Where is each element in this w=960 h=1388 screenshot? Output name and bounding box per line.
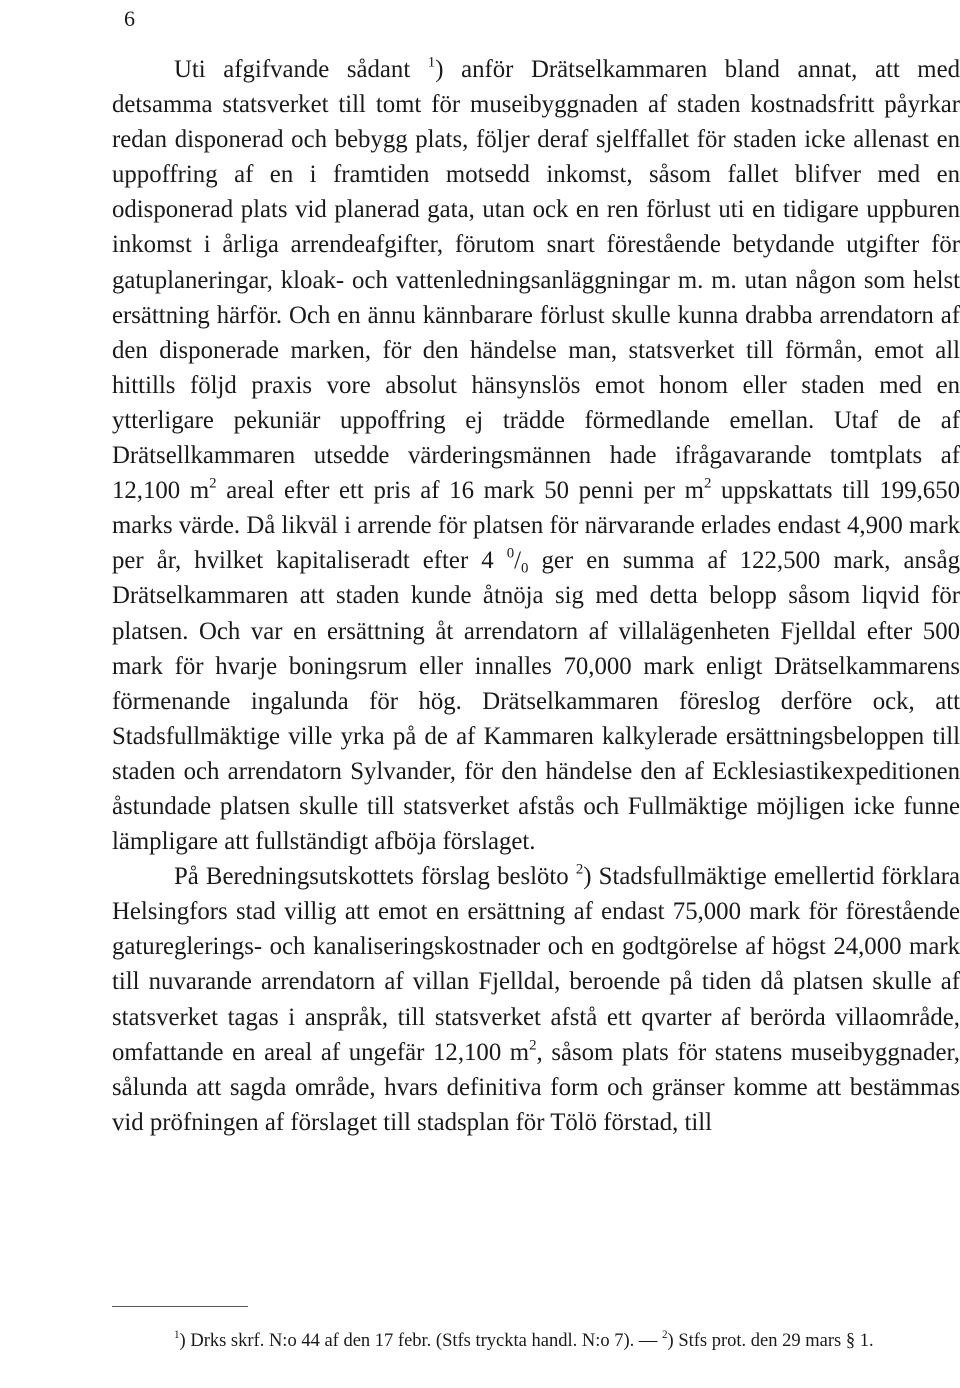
- percent-sign-top: 0: [506, 545, 515, 562]
- footnote-2-text: ) Stfs prot. den 29 mars § 1.: [667, 1331, 874, 1351]
- paragraph-1-text-f: ger en summa af 122,500 mark, ansåg Drätselkammaren att staden kunde åtnöja sig med detta belopp såsom liqvid för platsen. Och var en ersättning åt arrendatorn af villalägenheten Fjelldal efter 500 mark för hvarje boningsrum eller innalles 70,000 mark enligt Drätselkammarens förmenande ingalunda för hög. Drätselkammaren föreslog derföre ock, att Stadsfullmäktige ville yrka på de af Kammaren kalkylerade ersättningsbeloppen till staden och arrendatorn Sylvander, för den händelse den af Ecklesiastikexpeditionen åstundade platsen skulle till statsverket afstås och Fullmäktige möjligen icke funne lämpligare att fullständigt afböja förslaget.: [112, 547, 960, 856]
- page-number: 6: [124, 6, 135, 31]
- superscript-squared: 2: [209, 475, 217, 492]
- superscript-squared: 2: [703, 475, 712, 492]
- paragraph-2-text-b: ) Stadsfullmäktige emellertid förklara Helsingfors stad villig att emot en ersättning af endast 75,000 mark för förestående gatureglerings- och kanaliseringskostnader och en godtgörelse af högst 24,000 mark till nuvarande arrendatorn af villan Fjelldal, beroende på tiden då platsen skulle af statsverket tagas i anspråk, till statsverket afstå ett qvarter af berörda villaområde, omfattande en areal af ungefär 12,100 m: [112, 863, 960, 1066]
- superscript-squared: 2: [529, 1037, 537, 1054]
- footnotes: [112, 1328, 960, 1355]
- paragraph-2: [112, 859, 960, 1140]
- footnote-marker-2: 2: [662, 1329, 668, 1342]
- footnote-ref-1: 1: [427, 54, 436, 71]
- paragraph-1-text-c: areal efter ett pris af 16 mark 50 penni per m: [216, 477, 704, 505]
- footnote-text: [112, 1328, 960, 1355]
- paragraph-2-text-c: , såsom plats för statens museibyggnader, sålunda att sagda område, hvars definitiva form och gränser komme att bestämmas vid pröfningen af förslaget till stadsplan för Tölö förstad, till: [112, 1038, 960, 1136]
- percent-sign-bottom: 0: [521, 560, 529, 577]
- paragraph-1-text-b: ) anför Drätselkammaren bland annat, att med detsamma statsverket till tomt för museibyggnaden af staden kostnadsfritt påyrkar redan disponerad och bebygg plats, följer deraf sjelffallet för staden icke allenast en uppoffring af en i framtiden motsedd inkomst, såsom fallet blifver med en odisponerad plats vid planerad gata, utan ock en ren förlust uti en tidigare uppburen inkomst i årliga arrendeafgifter, förutom snart förestående betydande utgifter för gatuplaneringar, kloak- och vattenledningsanläggningar m. m. utan någon som helst ersättning härför. Och en ännu kännbarare förlust skulle kunna drabba arrendatorn af den disponerade marken, för den händelse man, statsverket till förmån, emot all hittills följd praxis vore absolut hänsynslös emot honom eller staden med en ytterligare pekuniär uppoffring ej trädde förmedlande emellan. Utaf de af Drätsellkammaren utsedde värderingsmännen hade ifrågavarande tomtplats af 12,100 m: [112, 56, 960, 505]
- footnote-marker-1: 1: [174, 1329, 180, 1342]
- footnote-1-text: ) Drks skrf. N:o 44 af den 17 febr. (Stfs tryckta handl. N:o 7). —: [179, 1331, 662, 1351]
- body-text: [112, 52, 960, 1140]
- percent-sign-slash: /: [514, 547, 522, 575]
- paragraph-1: [112, 52, 960, 859]
- paragraph-1-text-d: uppskattats till 199,650 marks värde. Då likväl i arrende för platsen för närvarande erlades endast 4,900 mark per år, hvilket kapitaliseradt efter 4: [112, 477, 960, 575]
- footnote-divider: [112, 1306, 248, 1307]
- paragraph-2-text-a: På Beredningsutskottets förslag beslöto: [174, 863, 569, 891]
- footnote-ref-2: 2: [575, 861, 584, 878]
- paragraph-1-text-a: Uti afgifvande sådant: [174, 56, 411, 83]
